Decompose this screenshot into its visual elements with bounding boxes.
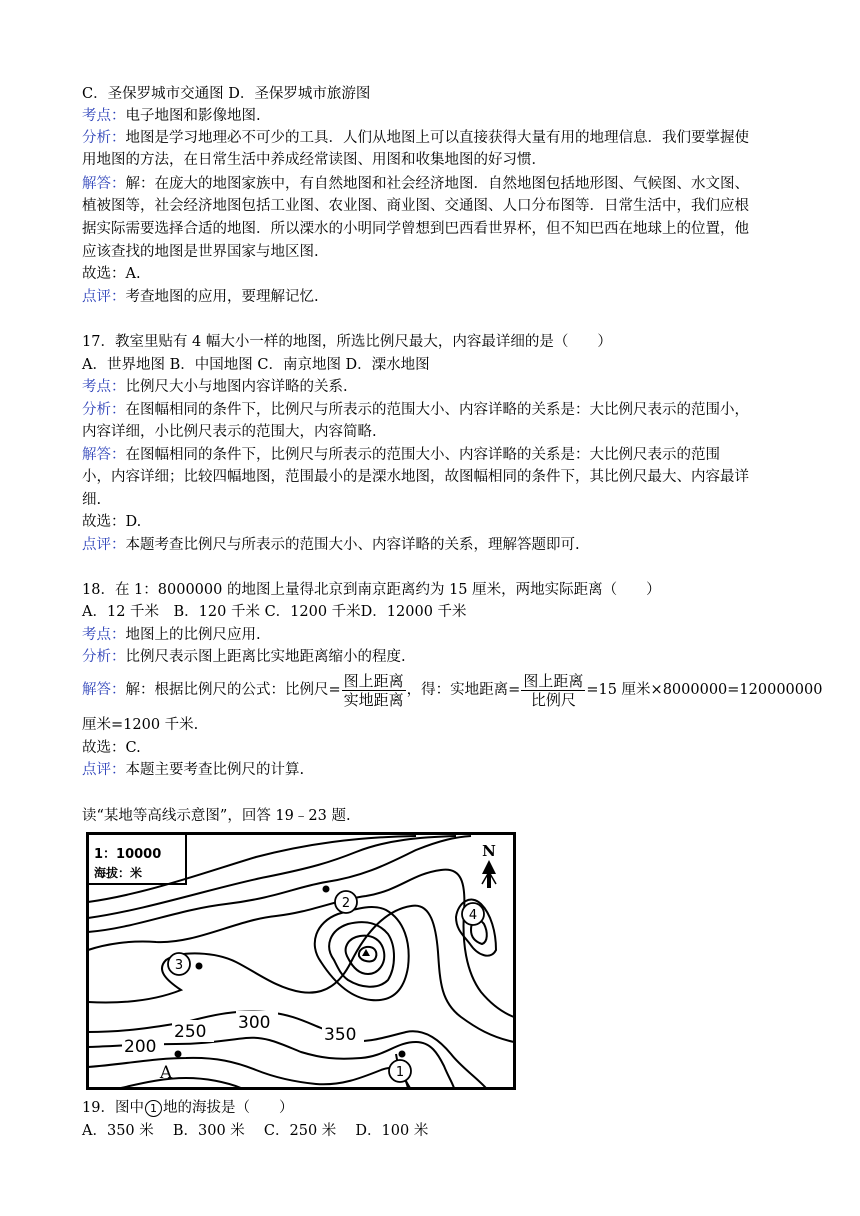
q17-fenxi bbox=[82, 400, 749, 420]
fraction-numerator: 图上距离 bbox=[523, 671, 584, 690]
contour-label-200: 200 bbox=[124, 1037, 157, 1057]
kaodian-text: 比例尺大小与地图内容详略的关系. bbox=[125, 379, 348, 395]
map-scale-text: 1：10000 bbox=[94, 847, 162, 862]
q17-jieda bbox=[82, 445, 720, 465]
jieda-label: 解答： bbox=[82, 682, 126, 698]
q17-jieda-cont-2: 细. bbox=[82, 492, 102, 508]
q18-dianping bbox=[82, 760, 304, 780]
q19-options: A．350 米 B．300 米 C．250 米 D．100 米 bbox=[82, 1123, 429, 1139]
point-4-label: 4 bbox=[468, 908, 478, 923]
point-a-label: A bbox=[159, 1063, 173, 1083]
fraction-denominator: 实地距离 bbox=[343, 690, 404, 709]
q18-jieda-cont: 厘米=1200 千米. bbox=[82, 717, 199, 733]
q19-stem-a: 19．图中 bbox=[82, 1100, 144, 1116]
q16-dianping bbox=[82, 287, 319, 307]
q16-kaodian bbox=[82, 106, 261, 126]
q17-options: A．世界地图 B．中国地图 C．南京地图 D．溧水地图 bbox=[82, 357, 430, 373]
point-1-label: 1 bbox=[395, 1065, 405, 1080]
fenxi-label: 分析： bbox=[82, 649, 126, 665]
dianping-label: 点评： bbox=[82, 537, 126, 553]
q16-option-cd: C．圣保罗城市交通图 D．圣保罗城市旅游图 bbox=[82, 86, 371, 102]
dianping-text: 本题主要考查比例尺的计算. bbox=[125, 762, 305, 778]
map-unit-text: 海拔：米 bbox=[94, 866, 143, 880]
q17-dianping bbox=[82, 535, 580, 555]
q19-stem-b: 地的海拔是（ ） bbox=[162, 1100, 294, 1116]
point-2-label: 2 bbox=[341, 896, 351, 911]
contour-label-250: 250 bbox=[174, 1022, 207, 1042]
dianping-label: 点评： bbox=[82, 289, 126, 305]
jieda-text-c: =15 厘米×8000000=120000000 bbox=[586, 682, 823, 698]
map-intro: 读“某地等高线示意图”，回答 19﹣23 题. bbox=[82, 808, 351, 824]
q18-answer: 故选：C. bbox=[82, 740, 141, 756]
fenxi-text: 地图是学习地理必不可少的工具．人们从地图上可以直接获得大量有用的地理信息．我们要掌握使 bbox=[125, 130, 749, 146]
fenxi-text: 比例尺表示图上距离比实地距离缩小的程度. bbox=[125, 649, 406, 665]
q17-answer: 故选：D. bbox=[82, 514, 142, 530]
fenxi-label: 分析： bbox=[82, 402, 126, 418]
q17-stem: 17．教室里贴有 4 幅大小一样的地图，所选比例尺最大，内容最详细的是（ ） bbox=[82, 334, 612, 350]
q16-jieda-cont-3: 应该查找的地图是世界国家与地区图. bbox=[82, 244, 319, 260]
kaodian-text: 电子地图和影像地图. bbox=[125, 108, 261, 124]
contour-label-350: 350 bbox=[324, 1025, 357, 1045]
circled-number-1: 1 bbox=[145, 1100, 162, 1117]
q18-fenxi bbox=[82, 647, 406, 667]
kaodian-label: 考点： bbox=[82, 379, 126, 395]
kaodian-label: 考点： bbox=[82, 627, 126, 643]
point-4 bbox=[462, 903, 484, 925]
jieda-text: 解：在庞大的地图家族中，有自然地图和社会经济地图．自然地图包括地形图、气候图、水文图、 bbox=[125, 176, 749, 192]
q16-jieda-cont-2: 据实际需要选择合适的地图．所以溧水的小明同学曾想到巴西看世界杯，但不知巴西在地球上的位置，他 bbox=[82, 221, 749, 237]
q17-fenxi-cont: 内容详细，小比例尺表示的范围大，内容简略. bbox=[82, 424, 377, 440]
fenxi-text: 在图幅相同的条件下，比例尺与所表示的范围大小、内容详略的关系是：大比例尺表示的范围小， bbox=[125, 402, 749, 418]
kaodian-label: 考点： bbox=[82, 108, 126, 124]
point-3-label: 3 bbox=[174, 958, 184, 973]
kaodian-text: 地图上的比例尺应用. bbox=[125, 627, 261, 643]
q19-stem bbox=[82, 1098, 293, 1118]
fenxi-label: 分析： bbox=[82, 130, 126, 146]
q17-kaodian bbox=[82, 377, 348, 397]
jieda-text-a: 解：根据比例尺的公式：比例尺= bbox=[125, 682, 341, 698]
q18-stem: 18．在 1：8000000 的地图上量得北京到南京距离约为 15 厘米，两地实际距离（ ） bbox=[82, 582, 661, 598]
jieda-text-b: ，得：实地距离= bbox=[406, 682, 521, 698]
contour-map bbox=[86, 832, 516, 1090]
fraction-scale-formula bbox=[342, 672, 406, 709]
fraction-numerator: 图上距离 bbox=[343, 671, 404, 690]
dianping-text: 本题考查比例尺与所表示的范围大小、内容详略的关系，理解答题即可. bbox=[125, 537, 580, 553]
jieda-label: 解答： bbox=[82, 176, 126, 192]
jieda-label: 解答： bbox=[82, 447, 126, 463]
jieda-text: 在图幅相同的条件下，比例尺与所表示的范围大小、内容详略的关系是：大比例尺表示的范围 bbox=[125, 447, 720, 463]
north-label: N bbox=[482, 842, 496, 860]
dianping-label: 点评： bbox=[82, 762, 126, 778]
q16-jieda-cont-1: 植被图等，社会经济地图包括工业图、农业图、商业图、交通图、人口分布图等．日常生活中，我们应根 bbox=[82, 198, 749, 214]
q18-jieda bbox=[82, 670, 822, 710]
dianping-text: 考查地图的应用，要理解记忆. bbox=[125, 289, 319, 305]
q18-options: A．12 千米 B．120 千米 C．1200 千米D．12000 千米 bbox=[82, 604, 467, 620]
q18-kaodian bbox=[82, 625, 261, 645]
q16-jieda bbox=[82, 174, 749, 194]
q16-answer: 故选：A. bbox=[82, 266, 141, 282]
fraction-distance-formula bbox=[521, 672, 585, 709]
q16-fenxi-cont: 用地图的方法，在日常生活中养成经常读图、用图和收集地图的好习惯． bbox=[82, 152, 546, 168]
q16-fenxi bbox=[82, 128, 749, 148]
fraction-denominator: 比例尺 bbox=[530, 690, 576, 709]
q17-jieda-cont-1: 小，内容详细；比较四幅地图，范围最小的是溧水地图，故图幅相同的条件下，其比例尺最大、内容最详 bbox=[82, 469, 749, 485]
contour-label-300: 300 bbox=[238, 1013, 271, 1033]
